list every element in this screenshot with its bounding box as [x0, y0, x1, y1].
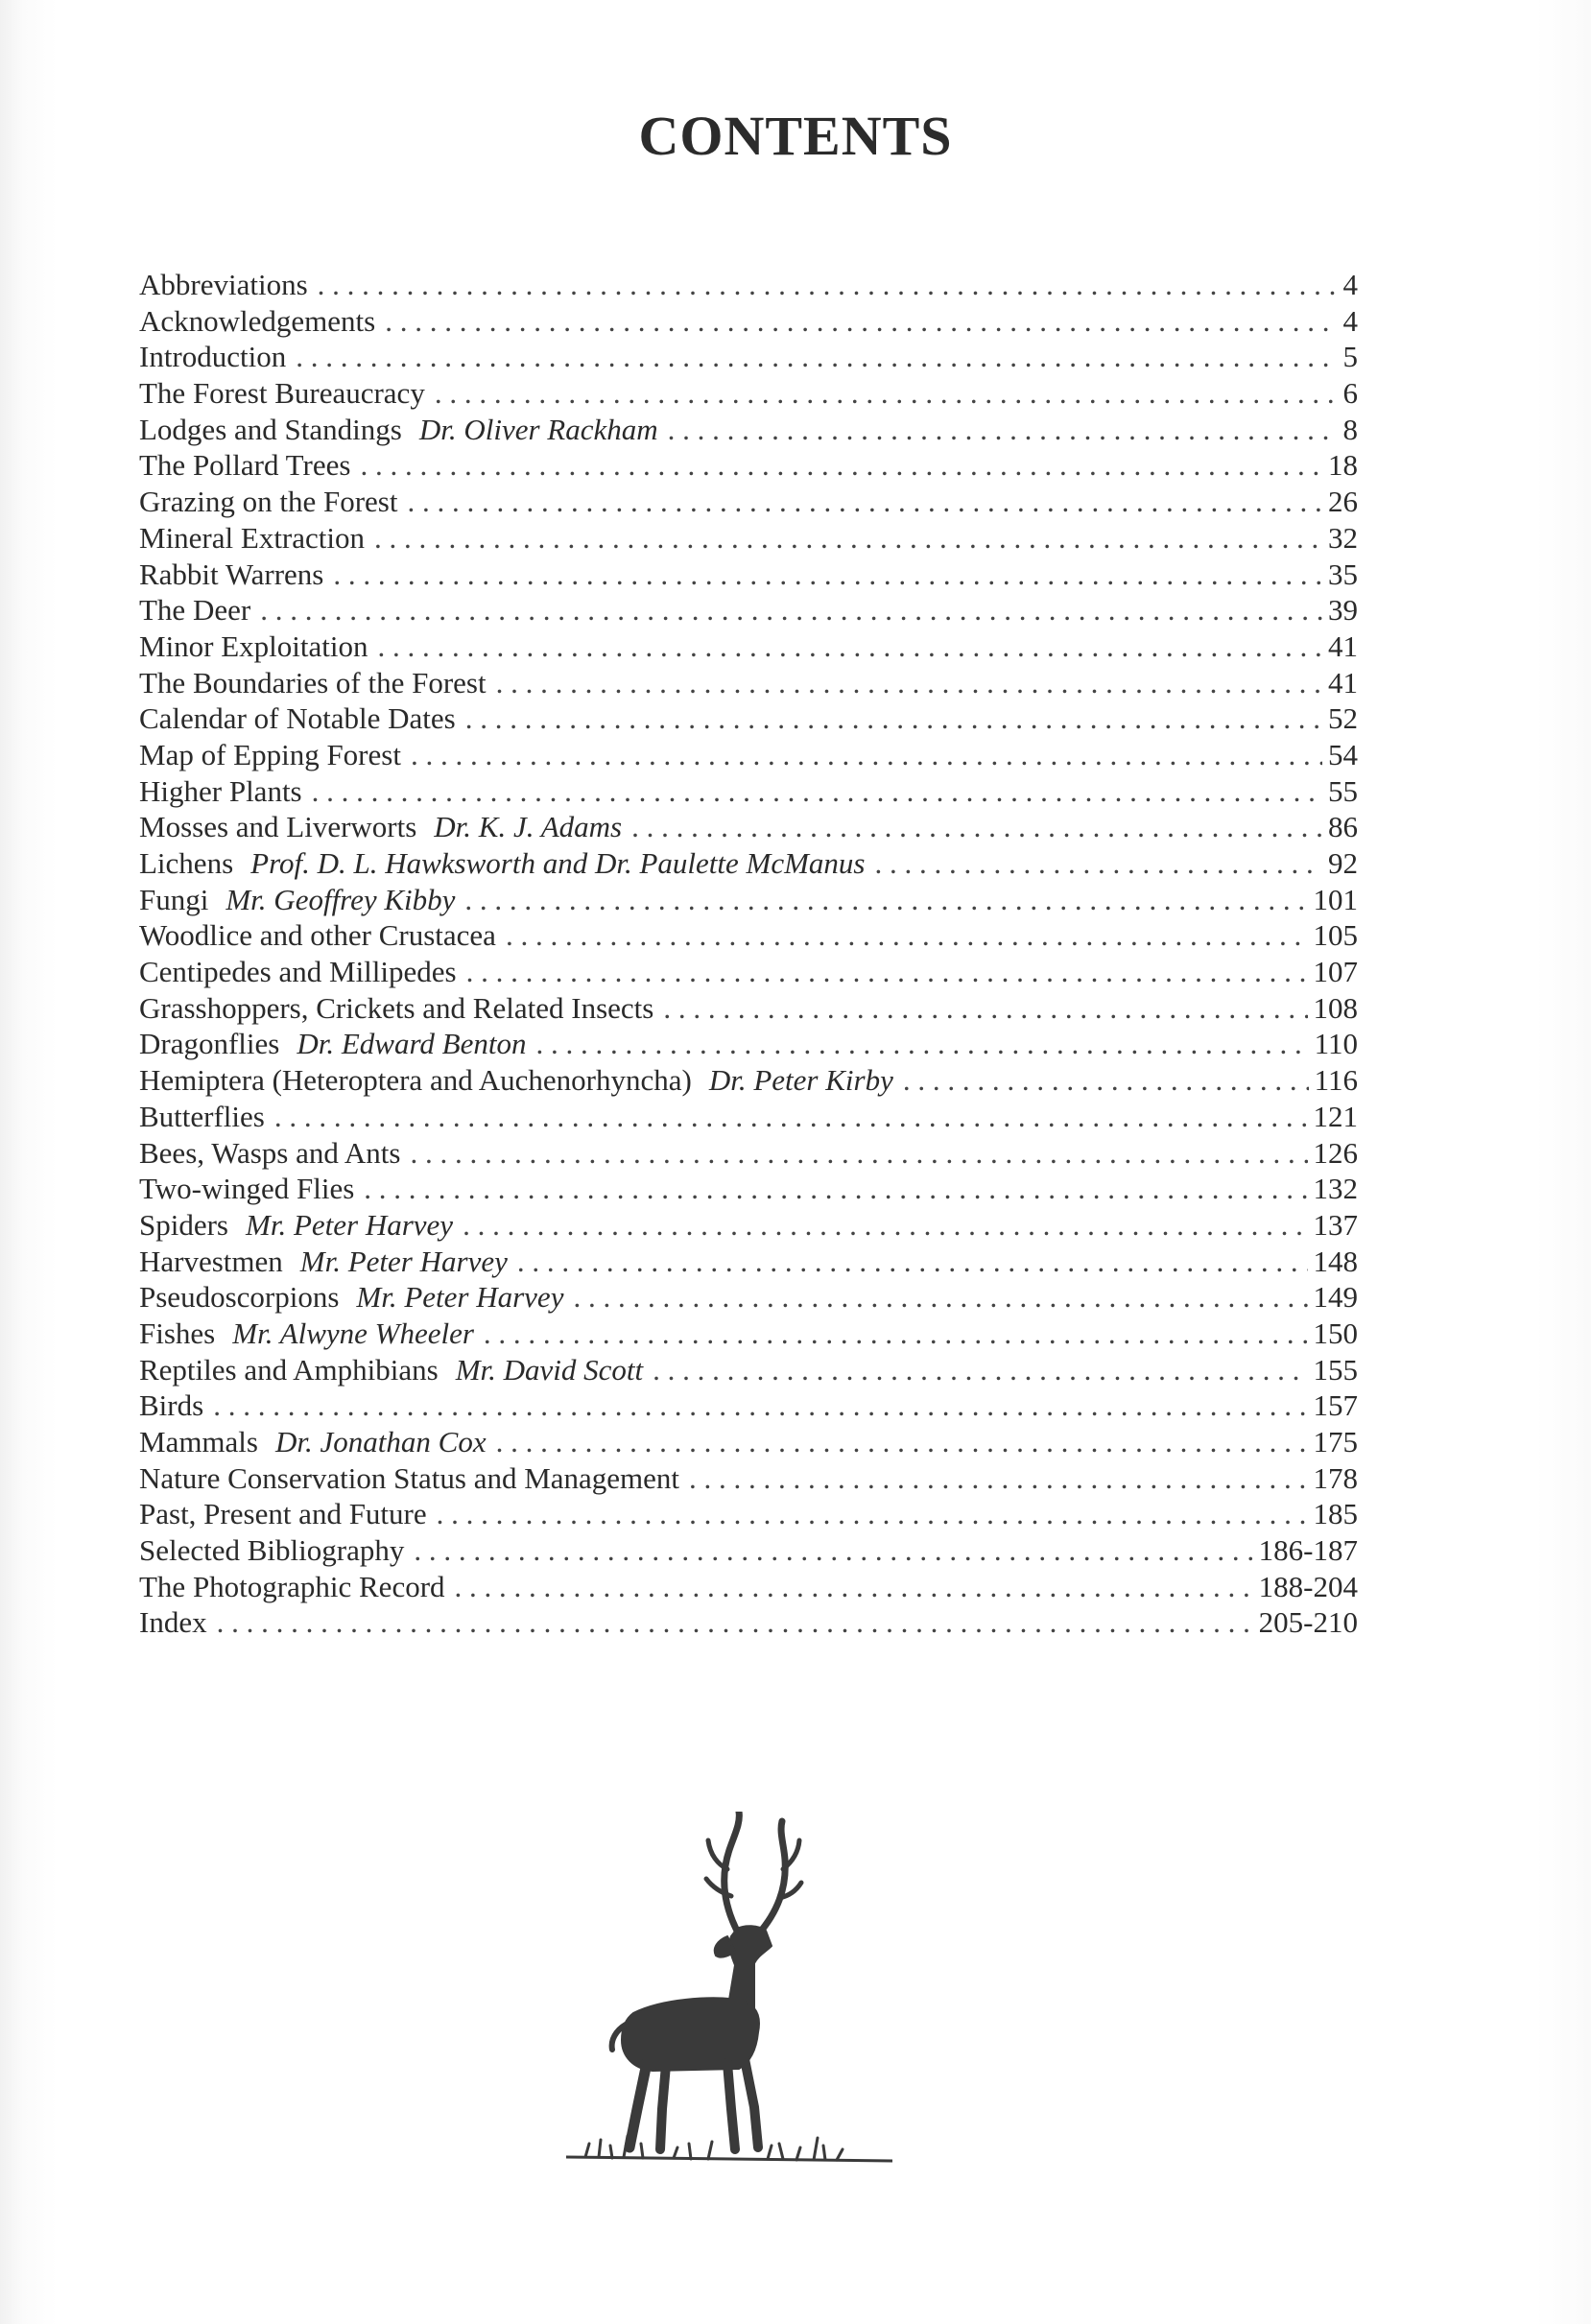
- toc-entry-title: Spiders: [139, 1207, 228, 1242]
- toc-entry: [139, 1387, 1358, 1424]
- dot-leader: [653, 1352, 1307, 1388]
- toc-entry: [139, 1244, 1358, 1280]
- toc-entry: [139, 267, 1358, 303]
- toc-entry: [139, 809, 1358, 845]
- dot-leader: [410, 1135, 1307, 1172]
- toc-entry: [139, 1279, 1358, 1316]
- toc-entry-page: 52: [1328, 701, 1358, 736]
- dot-leader: [360, 447, 1322, 484]
- toc-entry-page: 5: [1342, 340, 1358, 374]
- toc-entry: [139, 845, 1358, 882]
- toc-entry-title: Mineral Extraction: [139, 520, 365, 555]
- toc-entry-page: 35: [1328, 557, 1358, 591]
- toc-entry: [139, 592, 1358, 628]
- dot-leader: [437, 1496, 1308, 1532]
- toc-entry-page: 116: [1314, 1063, 1358, 1098]
- toc-entry-author: Mr. Peter Harvey: [299, 1244, 508, 1278]
- dot-leader: [378, 628, 1322, 665]
- toc-entry-page: 150: [1313, 1316, 1358, 1350]
- toc-entry-title: The Boundaries of the Forest: [139, 665, 487, 700]
- toc-entry-page: 185: [1313, 1497, 1358, 1531]
- toc-entry: [139, 1062, 1358, 1099]
- toc-entry: [139, 1352, 1358, 1388]
- toc-entry: [139, 1496, 1358, 1532]
- toc-entry: [139, 1135, 1358, 1172]
- toc-entry-title: Lodges and Standings: [139, 412, 402, 446]
- dot-leader: [903, 1062, 1309, 1099]
- dot-leader: [407, 484, 1322, 520]
- toc-entry-page: 148: [1313, 1244, 1358, 1278]
- toc-entry: [139, 700, 1358, 737]
- dot-leader: [465, 700, 1322, 737]
- toc-entry: [139, 557, 1358, 593]
- dot-leader: [364, 1171, 1307, 1207]
- toc-entry-title: Fungi: [139, 882, 209, 916]
- toc-entry-page: 205-210: [1258, 1605, 1358, 1640]
- toc-entry-title: Index: [139, 1605, 207, 1640]
- toc-entry-page: 157: [1313, 1388, 1358, 1423]
- dot-leader: [464, 882, 1307, 918]
- toc-entry-title: Mosses and Liverworts: [139, 810, 417, 844]
- toc-entry: [139, 447, 1358, 484]
- toc-entry-title: Abbreviations: [139, 268, 308, 301]
- toc-entry-title: The Forest Bureaucracy: [139, 376, 425, 411]
- toc-entry-page: 26: [1328, 485, 1358, 519]
- dot-leader: [435, 375, 1338, 412]
- dot-leader: [496, 1424, 1308, 1460]
- toc-entry: [139, 990, 1358, 1027]
- toc-entry-page: 4: [1342, 268, 1358, 301]
- toc-entry-page: 175: [1313, 1425, 1358, 1458]
- toc-entry-page: 126: [1313, 1135, 1358, 1170]
- dot-leader: [374, 520, 1322, 557]
- toc-entry-page: 6: [1342, 376, 1358, 411]
- dot-leader: [573, 1279, 1307, 1316]
- toc-entry-page: 107: [1313, 955, 1358, 989]
- toc-entry-author: Dr. K. J. Adams: [434, 810, 623, 844]
- toc-entry-page: 110: [1314, 1027, 1358, 1061]
- toc-entry-page: 178: [1313, 1460, 1358, 1495]
- toc-entry-page: 32: [1328, 520, 1358, 555]
- toc-entry-title: Dragonflies: [139, 1027, 280, 1061]
- toc-entry-page: 39: [1328, 593, 1358, 628]
- toc-entry-title: Two-winged Flies: [139, 1172, 355, 1206]
- toc-entry: [139, 484, 1358, 520]
- toc-entry-page: 149: [1313, 1280, 1358, 1315]
- dot-leader: [455, 1569, 1253, 1605]
- toc-entry-author: Mr. Peter Harvey: [246, 1207, 454, 1242]
- toc-entry-page: 186-187: [1258, 1533, 1358, 1568]
- toc-entry: [139, 1316, 1358, 1352]
- toc-entry: [139, 1460, 1358, 1497]
- toc-entry-author: Dr. Jonathan Cox: [275, 1425, 487, 1458]
- dot-leader: [631, 809, 1322, 845]
- toc-entry-title: Selected Bibliography: [139, 1533, 405, 1568]
- dot-leader: [333, 557, 1322, 593]
- toc-entry-page: 108: [1313, 990, 1358, 1025]
- toc-entry: [139, 773, 1358, 810]
- dot-leader: [517, 1244, 1308, 1280]
- toc-entry-author: Mr. David Scott: [455, 1352, 644, 1387]
- toc-entry-author: Prof. D. L. Hawksworth and Dr. Paulette McManus: [250, 846, 866, 880]
- toc-entry-title: Lichens: [139, 846, 234, 880]
- toc-entry-title: Introduction: [139, 340, 287, 374]
- toc-entry-page: 18: [1328, 448, 1358, 483]
- toc-entry: [139, 1171, 1358, 1207]
- toc-entry: [139, 339, 1358, 375]
- toc-entry: [139, 1207, 1358, 1244]
- toc-entry-page: 4: [1342, 303, 1358, 338]
- toc-entry-title: Map of Epping Forest: [139, 737, 401, 771]
- toc-entry-title: Birds: [139, 1388, 204, 1423]
- toc-entry: [139, 375, 1358, 412]
- toc-entry-page: 8: [1342, 412, 1358, 446]
- dot-leader: [463, 1207, 1307, 1244]
- toc-entry-page: 155: [1313, 1352, 1358, 1387]
- dot-leader: [535, 1026, 1308, 1062]
- toc-entry: [139, 665, 1358, 701]
- toc-entry-title: Bees, Wasps and Ants: [139, 1135, 401, 1170]
- toc-entry-title: Rabbit Warrens: [139, 557, 324, 591]
- toc-entry-title: Reptiles and Amphibians: [139, 1352, 439, 1387]
- toc-entry-title: Grasshoppers, Crickets and Related Insects: [139, 990, 654, 1025]
- toc-entry-title: Minor Exploitation: [139, 628, 368, 663]
- dot-leader: [484, 1316, 1308, 1352]
- toc-entry-author: Dr. Oliver Rackham: [418, 412, 658, 446]
- toc-entry-page: 55: [1328, 773, 1358, 808]
- toc-entry: [139, 520, 1358, 557]
- dot-leader: [217, 1604, 1253, 1641]
- dot-leader: [414, 1532, 1252, 1569]
- toc-entry-title: Acknowledgements: [139, 303, 376, 338]
- dot-leader: [668, 412, 1338, 448]
- toc-entry-title: Butterflies: [139, 1099, 265, 1133]
- toc-entry-title: Calendar of Notable Dates: [139, 701, 456, 736]
- dot-leader: [506, 917, 1308, 954]
- toc-entry: [139, 1026, 1358, 1062]
- dot-leader: [385, 303, 1337, 340]
- toc-entry-title: The Deer: [139, 593, 251, 628]
- toc-entry: [139, 303, 1358, 340]
- dot-leader: [296, 339, 1337, 375]
- toc-entry-page: 132: [1313, 1172, 1358, 1206]
- toc-entry-page: 41: [1328, 628, 1358, 663]
- toc-entry-page: 92: [1328, 846, 1358, 880]
- toc-entry-title: The Pollard Trees: [139, 448, 351, 483]
- dot-leader: [312, 773, 1322, 810]
- toc-entry: [139, 628, 1358, 665]
- deer-silhouette-icon: [566, 1812, 892, 2169]
- toc-entry: [139, 1569, 1358, 1605]
- dot-leader: [411, 737, 1322, 773]
- dot-leader: [663, 990, 1307, 1027]
- toc-entry-author: Mr. Alwyne Wheeler: [232, 1316, 474, 1350]
- dot-leader: [274, 1099, 1308, 1135]
- page-title: CONTENTS: [638, 105, 953, 167]
- toc-entry-author: Mr. Peter Harvey: [356, 1280, 564, 1315]
- dot-leader: [260, 592, 1322, 628]
- toc-entry-title: Higher Plants: [139, 773, 302, 808]
- toc-entry-title: Centipedes and Millipedes: [139, 955, 457, 989]
- toc-entry-title: Woodlice and other Crustacea: [139, 918, 496, 953]
- toc-entry-page: 54: [1328, 737, 1358, 771]
- toc-entry: [139, 1099, 1358, 1135]
- dot-leader: [213, 1387, 1307, 1424]
- dot-leader: [318, 267, 1338, 303]
- toc-entry-page: 121: [1313, 1099, 1358, 1133]
- dot-leader: [466, 954, 1308, 990]
- toc-entry-title: Harvestmen: [139, 1244, 283, 1278]
- toc-entry-page: 137: [1313, 1207, 1358, 1242]
- toc-entry: [139, 917, 1358, 954]
- toc-entry-title: Nature Conservation Status and Management: [139, 1460, 680, 1495]
- table-of-contents: [139, 267, 1358, 1641]
- toc-entry-title: Fishes: [139, 1316, 216, 1350]
- toc-entry-title: Grazing on the Forest: [139, 485, 398, 519]
- dot-leader: [875, 845, 1323, 882]
- toc-entry: [139, 412, 1358, 448]
- toc-entry-author: Dr. Edward Benton: [297, 1027, 527, 1061]
- toc-entry: [139, 737, 1358, 773]
- toc-entry-page: 41: [1328, 665, 1358, 700]
- toc-entry-title: Past, Present and Future: [139, 1497, 427, 1531]
- toc-entry-author: Dr. Peter Kirby: [708, 1063, 893, 1098]
- toc-entry-author: Mr. Geoffrey Kibby: [226, 882, 456, 916]
- toc-entry-title: Pseudoscorpions: [139, 1280, 340, 1315]
- toc-entry: [139, 882, 1358, 918]
- dot-leader: [689, 1460, 1307, 1497]
- toc-entry-page: 101: [1313, 882, 1358, 916]
- dot-leader: [496, 665, 1322, 701]
- toc-entry-title: Hemiptera (Heteroptera and Auchenorhyncha): [139, 1063, 692, 1098]
- toc-entry: [139, 1424, 1358, 1460]
- toc-entry-page: 188-204: [1258, 1569, 1358, 1603]
- toc-entry-title: Mammals: [139, 1425, 258, 1458]
- toc-entry: [139, 1604, 1358, 1641]
- toc-entry-page: 105: [1313, 918, 1358, 953]
- toc-entry: [139, 954, 1358, 990]
- toc-entry: [139, 1532, 1358, 1569]
- toc-entry-title: The Photographic Record: [139, 1569, 445, 1603]
- toc-entry-page: 86: [1328, 810, 1358, 844]
